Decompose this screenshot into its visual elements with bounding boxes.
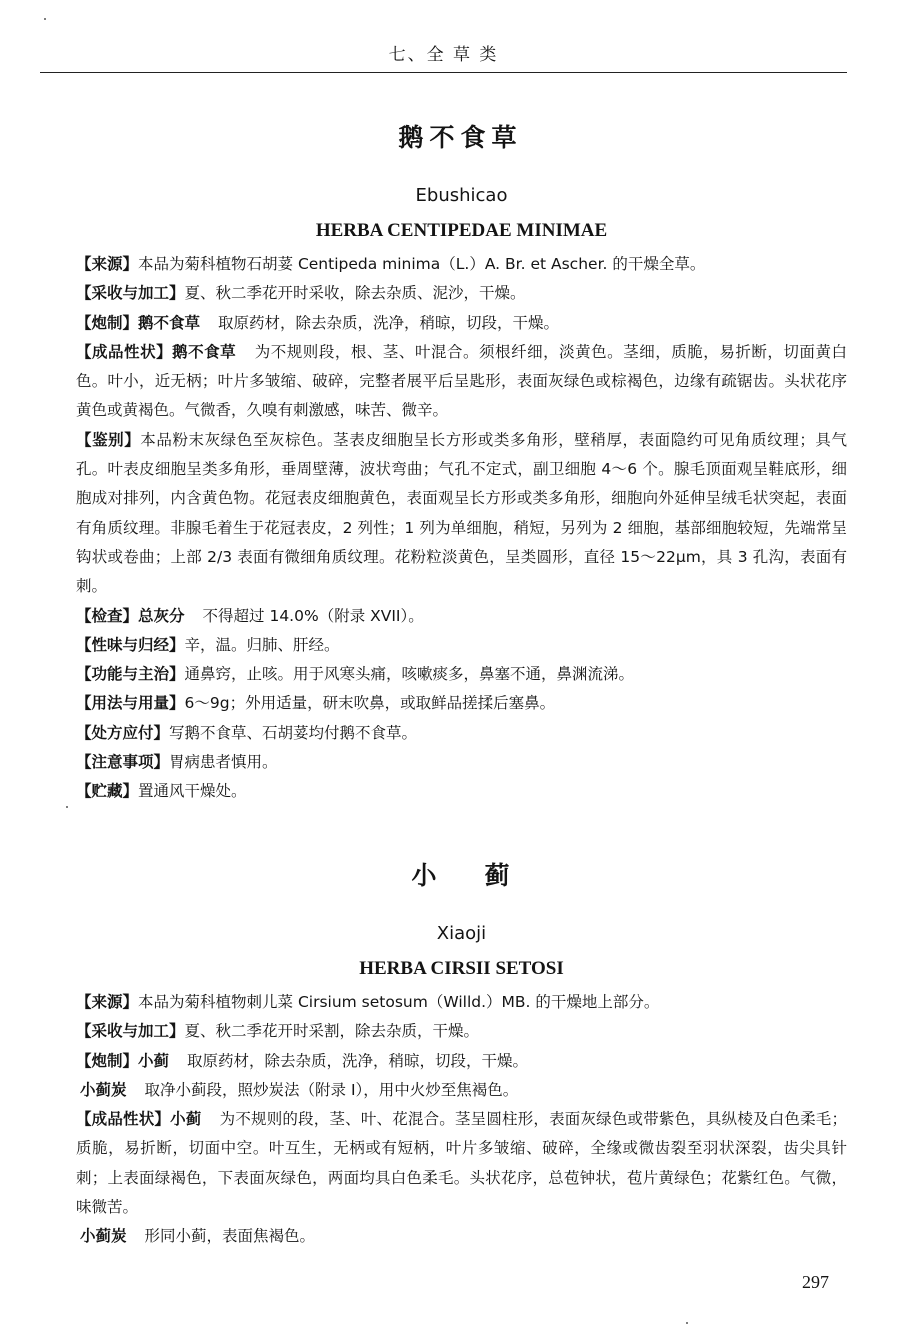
entry-description-charred [76, 1222, 847, 1251]
entry-heading: 【来源】 [76, 255, 139, 273]
entry-processing-charred [76, 1076, 847, 1105]
entry-nature-meridian [76, 631, 847, 660]
entry-processing [76, 309, 847, 338]
entry-heading: 【成品性状】 [76, 1110, 171, 1129]
entry-function-indication [76, 660, 847, 689]
entry-heading: 【检查】 [76, 606, 139, 625]
entry-text: 辛，温。归肺、肝经。 [184, 635, 340, 654]
monograph-xiaoji [76, 858, 847, 1252]
entry-subheading: 小蓟 [138, 1051, 170, 1070]
entry-heading: 【炮制】 [76, 313, 139, 332]
entry-heading: 【功能与主治】 [76, 665, 185, 684]
monograph-entries [76, 250, 847, 807]
entry-subheading: 小蓟 [170, 1110, 202, 1129]
entry-heading: 【贮藏】 [76, 782, 139, 801]
entry-identification [76, 426, 847, 602]
header-rule [40, 72, 847, 73]
entry-text: 胃病患者慎用。 [169, 753, 278, 772]
entry-processing [76, 1047, 847, 1076]
entry-heading: 【来源】 [76, 993, 139, 1011]
entry-text: 通鼻窍，止咳。用于风寒头痛，咳嗽痰多，鼻塞不通，鼻渊流涕。 [184, 665, 635, 684]
scan-speck [66, 806, 68, 808]
entry-text: 本品为菊科植物刺儿菜 Cirsium setosum（Willd.）MB. 的干燥地上部分。 [138, 993, 660, 1011]
entry-storage [76, 777, 847, 806]
entry-heading: 【性味与归经】 [76, 635, 185, 654]
entry-text: 本品粉末灰绿色至灰棕色。茎表皮细胞呈长方形或类多角形，壁稍厚，表面隐约可见角质纹理；具气孔。叶表皮细胞呈类多角形，垂周壁薄，波状弯曲；气孔不定式，副卫细胞 4～6 个。腺毛顶面观呈鞋底形，细胞成对排列，内含黄色物。花冠表皮细胞黄色，表面观呈长方形或类多角形，细胞向外延伸呈绒毛状突起，表面有角质纹理。非腺毛着生于花冠表皮，2 列性；1 列为单细胞，稍短，另列为 2 细胞，基部细胞较短，先端常呈钩状或卷曲；上部 2/3 表面有微细角质纹理。花粉粒淡黄色，呈类圆形，直径 15～22μm，具 3 孔沟，表面有刺。 [76, 430, 847, 596]
entry-prescription [76, 719, 847, 748]
entry-heading: 【成品性状】 [76, 342, 173, 361]
entry-text: 写鹅不食草、石胡荽均付鹅不食草。 [169, 723, 418, 742]
entry-text: 6～9g；外用适量，研末吹鼻，或取鲜品搓揉后塞鼻。 [184, 694, 556, 713]
entry-heading: 【处方应付】 [76, 723, 170, 742]
entry-subheading: 鹅不食草 [138, 313, 201, 332]
entry-source [76, 988, 847, 1017]
monograph-cn-title: 小蓟 [411, 861, 558, 890]
monograph-pinyin: Ebushicao [415, 185, 508, 206]
entry-heading: 【采收与加工】 [76, 1022, 185, 1041]
entry-heading: 【注意事项】 [76, 753, 170, 772]
monograph-pinyin: Xiaoji [436, 923, 487, 944]
entry-text: 取原药材，除去杂质，洗净，稍晾，切段，干燥。 [187, 1051, 529, 1070]
entry-text: 为不规则的段，茎、叶、花混合。茎呈圆柱形，表面灰绿色或带紫色，具纵棱及白色柔毛；质脆，易折断，切面中空。叶互生，无柄或有短柄，叶片多皱缩、破碎，全缘或微齿裂至羽状深裂，齿尖具针刺；上表面绿褐色，下表面灰绿色，两面均具白色柔毛。头状花序，总苞钟状，苞片黄绿色；花紫红色。气微，味微苦。 [76, 1110, 847, 1217]
monograph-cn-title: 鹅不食草 [398, 123, 523, 152]
entry-precautions [76, 748, 847, 777]
monograph-latin-name: HERBA CIRSII SETOSI [359, 958, 564, 979]
scan-speck [686, 1322, 688, 1324]
entry-subheading: 鹅不食草 [172, 342, 237, 361]
entry-subheading: 总灰分 [138, 606, 185, 625]
entry-text: 形同小蓟，表面焦褐色。 [144, 1227, 316, 1246]
entry-text: 夏、秋二季花开时采割，除去杂质，干燥。 [184, 1022, 480, 1041]
entry-subheading: 小蓟炭 [80, 1227, 127, 1246]
entry-examination [76, 602, 847, 631]
entry-description [76, 1105, 847, 1222]
monograph-ebushicao [76, 120, 847, 807]
entry-harvest [76, 279, 847, 308]
entry-text: 夏、秋二季花开时采收，除去杂质、泥沙，干燥。 [184, 284, 526, 303]
entry-text: 为不规则段，根、茎、叶混合。须根纤细，淡黄色。茎细，质脆，易折断，切面黄白色。叶小，近无柄；叶片多皱缩、破碎，完整者展平后呈匙形，表面灰绿色或棕褐色，边缘有疏锯齿。头状花序黄色或黄褐色。气微香，久嗅有刺激感，味苦、微辛。 [76, 342, 847, 420]
page-number: 297 [802, 1272, 829, 1292]
entry-text: 置通风干燥处。 [138, 782, 247, 801]
entry-heading: 【鉴别】 [76, 430, 141, 449]
entry-text: 本品为菊科植物石胡荽 Centipeda minima（L.）A. Br. et Ascher. 的干燥全草。 [138, 255, 706, 273]
entry-harvest [76, 1017, 847, 1046]
entry-source [76, 250, 847, 279]
entry-text: 取原药材，除去杂质，洗净，稍晾，切段，干燥。 [218, 313, 560, 332]
scan-speck [44, 18, 46, 20]
running-head: 七、全 草 类 [388, 45, 499, 65]
entry-heading: 【炮制】 [76, 1051, 139, 1070]
entry-heading: 【采收与加工】 [76, 284, 185, 303]
entry-heading: 【用法与用量】 [76, 694, 185, 713]
monograph-entries [76, 988, 847, 1252]
entry-subheading: 小蓟炭 [80, 1080, 127, 1099]
entry-dosage [76, 689, 847, 718]
monograph-latin-name: HERBA CENTIPEDAE MINIMAE [315, 220, 608, 241]
entry-text: 取净小蓟段，照炒炭法（附录 I），用中火炒至焦褐色。 [144, 1080, 519, 1099]
entry-text: 不得超过 14.0%（附录 XVII）。 [202, 606, 424, 625]
entry-description [76, 338, 847, 426]
